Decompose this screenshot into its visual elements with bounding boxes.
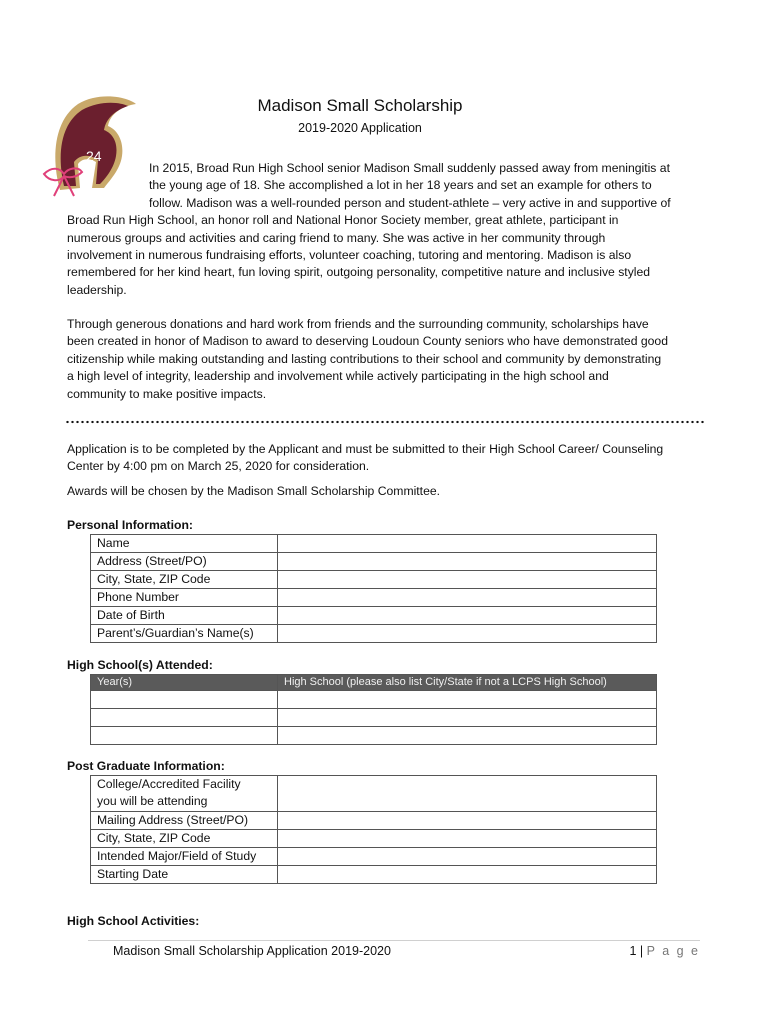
school-cell[interactable] bbox=[278, 691, 657, 709]
intro-paragraph-1 bbox=[67, 160, 707, 299]
field-label: City, State, ZIP Code bbox=[91, 571, 278, 589]
logo-number: 24 bbox=[86, 148, 102, 164]
page-separator: | bbox=[639, 944, 644, 958]
table-header-row bbox=[91, 675, 657, 691]
footer-divider bbox=[88, 940, 700, 941]
college-city-state-zip-field[interactable] bbox=[278, 830, 657, 848]
intro-paragraph-2 bbox=[67, 316, 707, 403]
post-grad-table bbox=[90, 775, 657, 884]
field-label: Starting Date bbox=[91, 866, 278, 884]
field-label: Name bbox=[91, 535, 278, 553]
table-row bbox=[91, 727, 657, 745]
intro-line: remembered for her kind heart, fun loving spirit, outgoing personality, competitive nature and inclusive styled bbox=[67, 265, 651, 280]
address-field[interactable] bbox=[278, 553, 657, 571]
intro-line: involvement in numerous fundraising efforts, volunteer coaching, tutoring and mentoring. Madison is also bbox=[67, 248, 632, 263]
instruction-line: Center by 4:00 pm on March 25, 2020 for consideration. bbox=[67, 459, 370, 474]
field-label: Address (Street/PO) bbox=[91, 553, 278, 571]
intro-line: Broad Run High School, an honor roll and National Honor Society member, great athlete, participant in bbox=[67, 213, 619, 228]
page-number-value: 1 bbox=[629, 944, 637, 958]
school-cell[interactable] bbox=[278, 727, 657, 745]
name-field[interactable] bbox=[278, 535, 657, 553]
high-school-table bbox=[90, 674, 657, 745]
major-field[interactable] bbox=[278, 848, 657, 866]
school-column-header: High School (please also list City/State if not a LCPS High School) bbox=[278, 675, 657, 691]
field-label: Parent’s/Guardian’s Name(s) bbox=[91, 625, 278, 643]
page-number bbox=[600, 944, 700, 958]
high-school-heading: High School(s) Attended: bbox=[67, 658, 213, 672]
personal-info-table bbox=[90, 534, 657, 643]
field-label: Phone Number bbox=[91, 589, 278, 607]
table-row bbox=[91, 535, 657, 553]
instructions-paragraph bbox=[67, 441, 707, 476]
intro-line: Through generous donations and hard work from friends and the surrounding community, scholarships have bbox=[67, 317, 649, 331]
page-word: P a g e bbox=[646, 944, 700, 958]
college-label-line: College/Accredited Facility bbox=[97, 777, 241, 791]
awards-note: Awards will be chosen by the Madison Small Scholarship Committee. bbox=[67, 484, 441, 498]
start-date-field[interactable] bbox=[278, 866, 657, 884]
table-row bbox=[91, 866, 657, 884]
city-state-zip-field[interactable] bbox=[278, 571, 657, 589]
intro-line: In 2015, Broad Run High School senior Madison Small suddenly passed away from meningitis at bbox=[149, 161, 670, 175]
instruction-line: Application is to be completed by the Applicant and must be submitted to their High School Career/ Counseling bbox=[67, 442, 664, 456]
table-row bbox=[91, 848, 657, 866]
years-cell[interactable] bbox=[91, 691, 278, 709]
table-row bbox=[91, 625, 657, 643]
college-label-line: you will be attending bbox=[97, 794, 208, 808]
table-row bbox=[91, 776, 657, 812]
intro-line: leadership. bbox=[67, 282, 127, 297]
phone-field[interactable] bbox=[278, 589, 657, 607]
years-column-header: Year(s) bbox=[91, 675, 278, 691]
intro-line: a high level of integrity, leadership and involvement while actively participating in the high school and bbox=[67, 369, 609, 384]
field-label: Intended Major/Field of Study bbox=[91, 848, 278, 866]
table-row bbox=[91, 812, 657, 830]
intro-line: numerous groups and activities and caring friend to many. She was active in her community through bbox=[67, 230, 606, 245]
intro-line: the young age of 18. She accomplished a lot in her 18 years and set an example for others to bbox=[149, 178, 652, 193]
table-row bbox=[91, 553, 657, 571]
table-row bbox=[91, 589, 657, 607]
mailing-address-field[interactable] bbox=[278, 812, 657, 830]
field-label: City, State, ZIP Code bbox=[91, 830, 278, 848]
years-cell[interactable] bbox=[91, 709, 278, 727]
footer-title: Madison Small Scholarship Application 2019-2020 bbox=[113, 944, 391, 958]
personal-info-heading: Personal Information: bbox=[67, 518, 193, 532]
school-cell[interactable] bbox=[278, 709, 657, 727]
years-cell[interactable] bbox=[91, 727, 278, 745]
field-label bbox=[91, 776, 278, 812]
field-label: Date of Birth bbox=[91, 607, 278, 625]
table-row bbox=[91, 607, 657, 625]
intro-line: community to make positive impacts. bbox=[67, 386, 267, 401]
post-grad-heading: Post Graduate Information: bbox=[67, 759, 225, 773]
table-row bbox=[91, 691, 657, 709]
page-subtitle: 2019-2020 Application bbox=[298, 121, 422, 135]
activities-heading: High School Activities: bbox=[67, 914, 200, 928]
dotted-divider bbox=[65, 420, 705, 424]
field-label: Mailing Address (Street/PO) bbox=[91, 812, 278, 830]
intro-line: been created in honor of Madison to award to deserving Loudoun County seniors who have demonstrated good bbox=[67, 334, 668, 349]
table-row bbox=[91, 830, 657, 848]
guardian-name-field[interactable] bbox=[278, 625, 657, 643]
intro-line: citizenship while making outstanding and lasting contributions to their school and community by demonstrating bbox=[67, 351, 662, 366]
dob-field[interactable] bbox=[278, 607, 657, 625]
table-row bbox=[91, 709, 657, 727]
table-row bbox=[91, 571, 657, 589]
page-title: Madison Small Scholarship bbox=[257, 96, 463, 115]
college-field[interactable] bbox=[278, 776, 657, 812]
intro-line: follow. Madison was a well-rounded person and student-athlete – very active in and supportive of bbox=[149, 195, 671, 210]
